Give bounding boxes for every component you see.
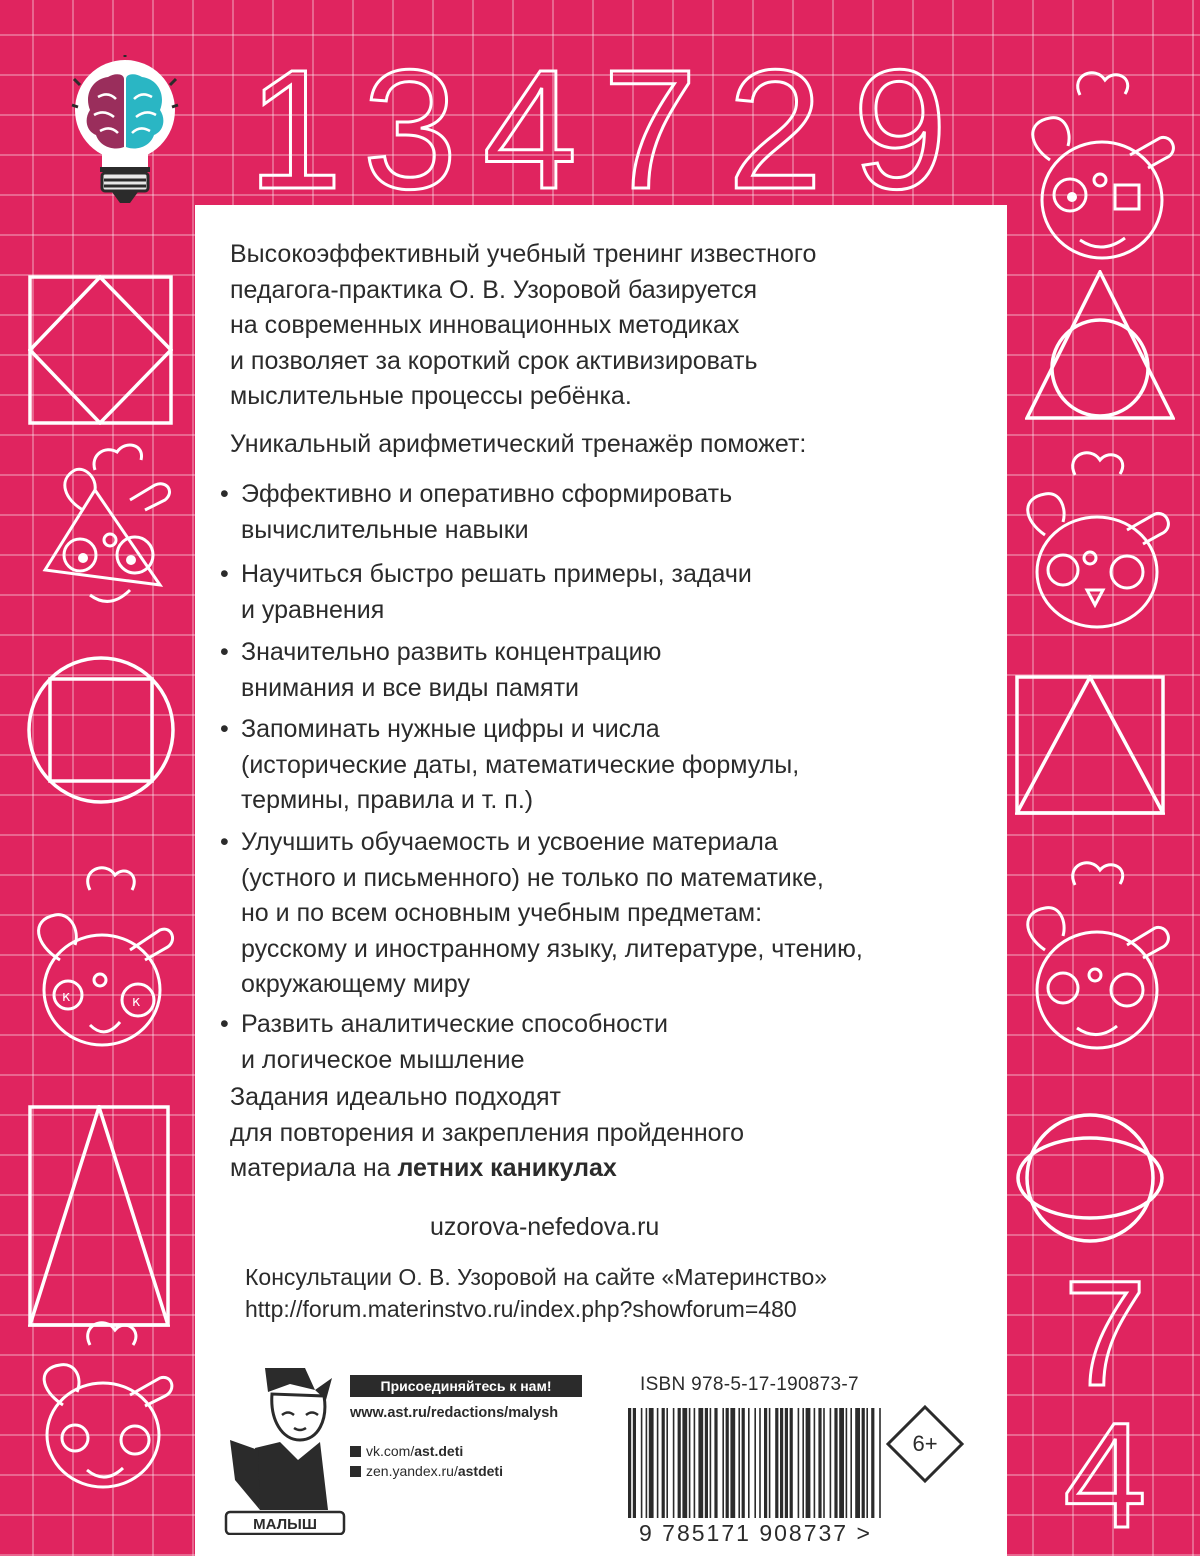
barcode-bar (802, 1408, 804, 1518)
barcode-bar (775, 1408, 778, 1518)
intro-line: Высокоэффективный учебный тренинг известного (230, 240, 817, 268)
benefit-line: русскому и иностранному языку, литературе, чтению, (241, 934, 863, 963)
barcode-bar (738, 1408, 740, 1518)
benefit-line: вычислительные навыки (241, 515, 529, 544)
creature-doodle-icon (20, 850, 180, 1060)
barcode-bar (866, 1408, 868, 1518)
publisher-url[interactable]: www.ast.ru/redactions/malysh (350, 1405, 559, 1421)
barcode-bar (759, 1408, 761, 1518)
ean-arrow: > (856, 1520, 872, 1546)
benefit-line: Запоминать нужные цифры и числа (241, 715, 660, 743)
isbn-label: ISBN 978-5-17-190873-7 (640, 1374, 859, 1395)
outro-line-prefix: материала на (230, 1154, 398, 1182)
barcode-bar (730, 1408, 735, 1518)
publisher-strip (195, 1350, 1007, 1556)
benefit-line: внимания и все виды памяти (241, 673, 579, 702)
header-digit: 2 (727, 60, 823, 195)
side-digit: 4 (1063, 1391, 1147, 1535)
barcode-bar (657, 1408, 659, 1518)
header-digit: 3 (362, 60, 458, 195)
ean-number (637, 1520, 874, 1547)
outro-line (230, 1151, 744, 1187)
zen-handle: astdeti (457, 1463, 503, 1479)
benefit-line: Научиться быстро решать примеры, задачи (241, 560, 752, 588)
barcode-bar (780, 1408, 783, 1518)
barcode-bar (742, 1408, 745, 1518)
barcode-bar (673, 1408, 675, 1518)
barcode-bar (785, 1408, 788, 1518)
barcode-bar (689, 1408, 691, 1518)
barcode (620, 1408, 890, 1530)
square-triangle-icon (1015, 675, 1165, 815)
intro-line: мыслительные процессы ребёнка. (230, 382, 632, 410)
bullet-marker: • (220, 638, 229, 666)
barcode-bar (871, 1408, 874, 1518)
barcode-bar (790, 1408, 793, 1518)
consultation-line: Консультации О. В. Узоровой на сайте «Материнство» (245, 1264, 828, 1290)
benefit-line: и логическое мышление (241, 1045, 525, 1074)
barcode-bar (649, 1408, 654, 1518)
benefit-line: Развить аналитические способности (241, 1010, 668, 1038)
benefit-item (220, 635, 661, 706)
creature-doodle-icon (1020, 60, 1185, 270)
barcode-bar (846, 1408, 848, 1518)
creature-doodle-icon (1015, 440, 1180, 640)
zen-prefix: zen.yandex.ru/ (366, 1463, 458, 1479)
benefit-item (220, 557, 752, 628)
barcode-bar (769, 1408, 771, 1518)
benefit-item (220, 477, 732, 548)
barcode-bar (710, 1408, 712, 1518)
intro-line: и позволяет за короткий срок активизировать (230, 346, 758, 375)
barcode-bar (694, 1408, 696, 1518)
triangle-in-square-icon (28, 1105, 170, 1327)
lead-line: Уникальный арифметический тренажёр поможет: (230, 430, 807, 458)
lightbulb-brain-icon (70, 55, 180, 215)
barcode-bar (830, 1408, 832, 1518)
barcode-bar (726, 1408, 729, 1518)
bullet-marker: • (220, 480, 229, 508)
publisher-logo-text: МАЛЫШ (253, 1516, 317, 1533)
barcode-bar (714, 1408, 717, 1518)
benefit-line: и уравнения (241, 595, 385, 624)
bullet-marker: • (220, 1010, 229, 1038)
header-digit: 1 (247, 60, 343, 195)
barcode-bar (666, 1408, 668, 1518)
header-digits (235, 60, 955, 195)
publisher-logo (220, 1360, 350, 1535)
barcode-bar (834, 1408, 837, 1518)
barcode-bar (839, 1408, 844, 1518)
barcode-bar (698, 1408, 703, 1518)
barcode-bar (818, 1408, 821, 1518)
barcode-bar (628, 1408, 631, 1518)
header-digit: 9 (852, 60, 948, 195)
outro-line: для повторения и закрепления пройденного (230, 1118, 745, 1147)
vk-handle: ast.deti (414, 1443, 464, 1459)
ean-digits: 9 785171 908737 (639, 1520, 849, 1546)
barcode-bar (855, 1408, 860, 1518)
benefit-line: Значительно развить концентрацию (241, 638, 662, 666)
outro-line: Задания идеально подходят (230, 1083, 562, 1111)
side-digit: 7 (1063, 1265, 1147, 1417)
vk-link[interactable] (350, 1443, 463, 1459)
age-rating-badge (885, 1404, 965, 1484)
vk-prefix: vk.com/ (366, 1443, 415, 1459)
barcode-bar (862, 1408, 865, 1518)
square-in-diamond-icon (28, 275, 173, 425)
bullet-marker: • (220, 828, 229, 856)
header-digit: 7 (602, 60, 698, 195)
bullet-marker: • (220, 560, 229, 588)
consultation-url[interactable]: http://forum.materinstvo.ru/index.php?showforum=480 (245, 1296, 797, 1322)
barcode-bar (748, 1408, 750, 1518)
outro-emphasis: летних каникулах (397, 1154, 617, 1182)
barcode-bar (682, 1408, 687, 1518)
benefit-line: Улучшить обучаемость и усвоение материала (241, 828, 778, 856)
benefit-line: окружающему миру (241, 970, 471, 998)
benefit-line: (исторические даты, математические формулы, (241, 750, 800, 779)
bullet-marker: • (220, 715, 229, 743)
triangle-circle-icon (1025, 270, 1175, 420)
barcode-bar (823, 1408, 825, 1518)
barcode-bar (722, 1408, 724, 1518)
barcode-bar (662, 1408, 665, 1518)
vk-icon (350, 1446, 361, 1457)
barcode-bar (633, 1408, 636, 1518)
benefit-item (220, 1007, 668, 1078)
barcode-bar (814, 1408, 816, 1518)
barcode-bar (764, 1408, 767, 1518)
barcode-bar (646, 1408, 648, 1518)
barcode-bar (754, 1408, 756, 1518)
zen-icon (350, 1466, 361, 1477)
barcode-bar (798, 1408, 800, 1518)
creature-doodle-icon (35, 430, 180, 620)
barcode-bar (678, 1408, 681, 1518)
benefit-line: Эффективно и оперативно сформировать (241, 480, 733, 508)
age-rating: 6+ (912, 1431, 938, 1456)
benefit-line: термины, правила и т. п.) (241, 786, 534, 814)
intro-line: на современных инновационных методиках (230, 311, 740, 339)
barcode-bar (806, 1408, 811, 1518)
barcode-bar (641, 1408, 643, 1518)
benefit-item (220, 712, 799, 819)
barcode-bar (850, 1408, 852, 1518)
outro-paragraph (230, 1080, 744, 1187)
side-digits (1055, 1265, 1155, 1535)
svg-text:к: к (62, 989, 71, 1005)
intro-line: педагога-практика О. В. Узоровой базируется (230, 275, 757, 304)
creature-doodle-icon (25, 1310, 175, 1500)
barcode-bar (879, 1408, 881, 1518)
join-us-banner: Присоединяйтесь к нам! (350, 1375, 582, 1397)
zen-link[interactable] (350, 1463, 503, 1479)
author-website-link[interactable]: uzorova-nefedova.ru (430, 1213, 660, 1241)
svg-text:к: к (132, 994, 141, 1010)
consultation-note (245, 1261, 827, 1325)
benefit-item (220, 825, 863, 1003)
benefit-line: (устного и письменного) не только по математике, (241, 863, 824, 892)
header-digit: 4 (482, 60, 578, 195)
ellipse-circle-icon (1015, 1112, 1165, 1244)
intro-paragraph (230, 237, 816, 415)
benefit-line: но и по всем основным учебным предметам: (241, 899, 763, 927)
barcode-bar (705, 1408, 708, 1518)
creature-doodle-icon (1015, 850, 1180, 1060)
circle-square-icon (26, 655, 176, 805)
